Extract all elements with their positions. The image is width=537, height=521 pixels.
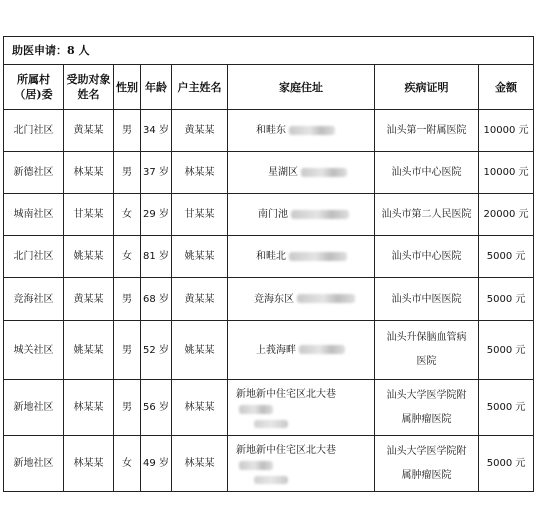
cell-name: 林某某	[64, 380, 114, 436]
cell-diagnosis: 汕头第一附属医院	[375, 110, 479, 152]
cell-gender: 女	[114, 436, 141, 492]
cell-amount: 5000 元	[479, 436, 534, 492]
cell-age: 56 岁	[141, 380, 172, 436]
cell-amount: 20000 元	[479, 194, 534, 236]
cell-head: 林某某	[172, 436, 228, 492]
redaction-blur	[289, 252, 347, 261]
address-text: 新地新中住宅区北大巷	[236, 389, 336, 400]
header-age: 年龄	[141, 65, 172, 110]
cell-age: 81 岁	[141, 236, 172, 278]
header-address: 家庭住址	[228, 65, 375, 110]
header-household-head: 户主姓名	[172, 65, 228, 110]
table-row	[4, 236, 534, 278]
redaction-blur	[289, 126, 335, 135]
cell-diagnosis: 汕头市中心医院	[375, 236, 479, 278]
cell-gender: 女	[114, 236, 141, 278]
aid-table-page	[3, 36, 533, 492]
cell-gender: 男	[114, 110, 141, 152]
address-text: 南门池	[258, 209, 288, 220]
cell-amount: 5000 元	[479, 321, 534, 380]
cell-community: 新地社区	[4, 436, 64, 492]
table-row	[4, 436, 534, 492]
address-text: 星湖区	[268, 167, 298, 178]
table-caption: 助医申请：8 人	[4, 37, 534, 65]
cell-gender: 女	[114, 194, 141, 236]
cell-gender: 男	[114, 380, 141, 436]
cell-community: 新德社区	[4, 152, 64, 194]
cell-amount: 5000 元	[479, 380, 534, 436]
cell-head: 林某某	[172, 152, 228, 194]
cell-age: 29 岁	[141, 194, 172, 236]
table-row	[4, 380, 534, 436]
cell-diagnosis: 汕头大学医学院附属肿瘤医院	[375, 436, 479, 492]
cell-name: 黄某某	[64, 278, 114, 321]
cell-community: 北门社区	[4, 110, 64, 152]
cell-amount: 5000 元	[479, 278, 534, 321]
cell-address	[228, 278, 375, 321]
cell-community: 新地社区	[4, 380, 64, 436]
table-row	[4, 278, 534, 321]
cell-name: 姚某某	[64, 321, 114, 380]
header-row	[4, 65, 534, 110]
address-text: 和畦东	[256, 125, 286, 136]
cell-head: 姚某某	[172, 236, 228, 278]
cell-name: 甘某某	[64, 194, 114, 236]
medical-aid-table	[3, 36, 534, 492]
header-community: 所属村（居)委	[4, 65, 64, 110]
redaction-blur	[301, 168, 347, 177]
cell-gender: 男	[114, 278, 141, 321]
cell-amount: 5000 元	[479, 236, 534, 278]
cell-diagnosis: 汕头升保脑血管病医院	[375, 321, 479, 380]
redaction-blur	[254, 420, 288, 428]
header-gender: 性别	[114, 65, 141, 110]
cell-name: 黄某某	[64, 110, 114, 152]
table-row	[4, 110, 534, 152]
cell-head: 甘某某	[172, 194, 228, 236]
cell-address	[228, 194, 375, 236]
table-row	[4, 152, 534, 194]
address-text: 上莪海畔	[256, 344, 296, 356]
redaction-blur	[239, 405, 273, 414]
cell-age: 52 岁	[141, 321, 172, 380]
caption-row	[4, 37, 534, 65]
cell-address	[228, 436, 375, 492]
cell-diagnosis: 汕头市中心医院	[375, 152, 479, 194]
cell-age: 68 岁	[141, 278, 172, 321]
address-text: 和畦北	[256, 251, 286, 262]
cell-address	[228, 110, 375, 152]
redaction-blur	[239, 461, 273, 470]
address-text: 新地新中住宅区北大巷	[236, 445, 336, 456]
cell-name: 林某某	[64, 152, 114, 194]
cell-diagnosis: 汕头大学医学院附属肿瘤医院	[375, 380, 479, 436]
cell-name: 姚某某	[64, 236, 114, 278]
cell-diagnosis: 汕头市中医医院	[375, 278, 479, 321]
cell-head: 姚某某	[172, 321, 228, 380]
cell-age: 34 岁	[141, 110, 172, 152]
cell-community: 城关社区	[4, 321, 64, 380]
cell-address	[228, 236, 375, 278]
table-row	[4, 194, 534, 236]
cell-amount: 10000 元	[479, 110, 534, 152]
redaction-blur	[254, 476, 288, 484]
cell-community: 城南社区	[4, 194, 64, 236]
cell-community: 北门社区	[4, 236, 64, 278]
cell-gender: 男	[114, 321, 141, 380]
cell-age: 37 岁	[141, 152, 172, 194]
header-recipient-name: 受助对象姓名	[64, 65, 114, 110]
redaction-blur	[299, 345, 345, 354]
cell-community: 竞海社区	[4, 278, 64, 321]
cell-age: 49 岁	[141, 436, 172, 492]
cell-name: 林某某	[64, 436, 114, 492]
address-text: 竞海东区	[254, 293, 294, 305]
redaction-blur	[291, 210, 349, 219]
cell-gender: 男	[114, 152, 141, 194]
cell-amount: 10000 元	[479, 152, 534, 194]
cell-head: 黄某某	[172, 110, 228, 152]
cell-address	[228, 152, 375, 194]
redaction-blur	[297, 294, 355, 303]
cell-diagnosis: 汕头市第二人民医院	[375, 194, 479, 236]
cell-head: 黄某某	[172, 278, 228, 321]
header-amount: 金额	[479, 65, 534, 110]
cell-address	[228, 321, 375, 380]
header-diagnosis: 疾病证明	[375, 65, 479, 110]
cell-address	[228, 380, 375, 436]
table-row	[4, 321, 534, 380]
cell-head: 林某某	[172, 380, 228, 436]
